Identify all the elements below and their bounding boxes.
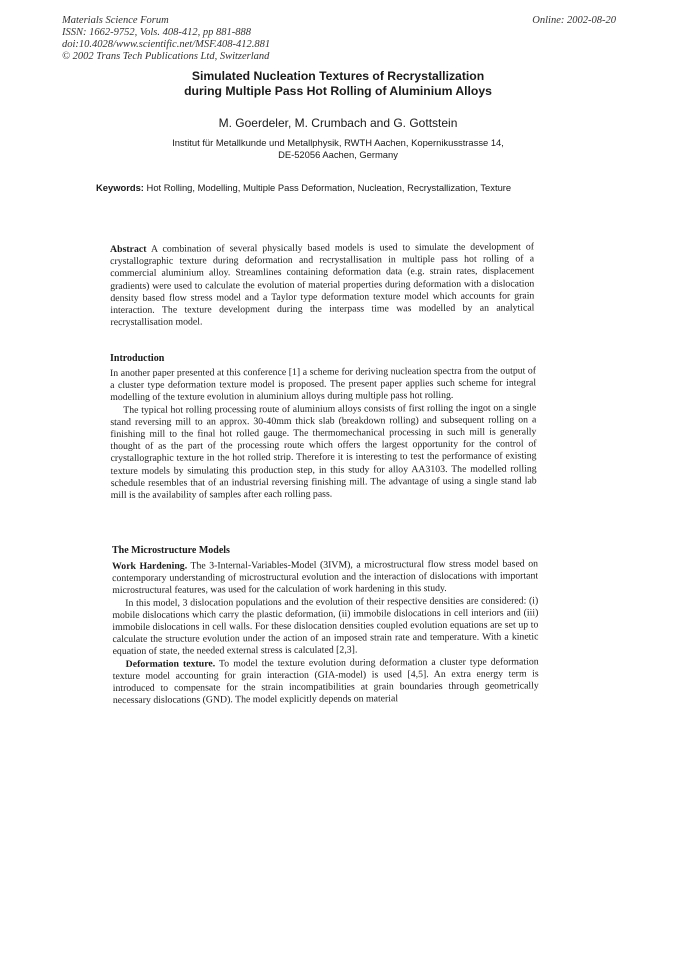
work-hardening-paragraph (112, 558, 538, 597)
work-hardening-text: The 3-Internal-Variables-Model (3IVM), a microstructural flow stress model based on contemporary understanding of microstructural evolution and the interaction of dislocations with important microstructural features, was used for the calculation of work hardening in this study. (112, 558, 539, 597)
paper-title (120, 69, 556, 99)
doi-line: doi:10.4028/www.scientific.net/MSF.408-412.881 (62, 39, 271, 50)
keywords-label: Keywords: (96, 182, 144, 193)
introduction-heading: Introduction (110, 353, 165, 364)
online-date: Online: 2002-08-20 (532, 15, 616, 26)
title-line-1: Simulated Nucleation Textures of Recrystallization (191, 69, 485, 83)
introduction-section (110, 365, 537, 502)
intro-paragraph-2: The typical hot rolling processing route of aluminium alloys consists of first rolling the ingot on a single stand reversing mill to an approx. 30-40mm thick slab (breakdown rolling) and subsequent rolling on a finishing mill to the final hot rolled gauge. The thermomechanical processing in such mill is generally thought of as the part of the processing route which offers the largest opportunity for the control of crystallographic texture in the hot rolled strip. Therefore it is interesting to test the performance of existing texture models by simulating this production step, in this study for alloy AA3103. The modelled rolling schedule resembles that of an industrial reversing finishing mill. The advantage of using a single stand lab mill is the availability of samples after each rolling pass. (110, 402, 537, 502)
intro-paragraph-1: In another paper presented at this conference [1] a scheme for deriving nucleation spectra from the output of a cluster type deformation texture model is proposed. The present paper applies such scheme for integral modelling of the texture evolution in aluminium alloys during multiple pass hot rolling. (110, 365, 537, 404)
journal-name: Materials Science Forum (62, 15, 169, 26)
abstract (110, 241, 535, 329)
deformation-texture-text: To model the texture evolution during deformation a cluster type deformation texture model accounting for grain interaction (GIA-model) is used [4,5]. An extra energy term is introduced to compensate for the strain incompatibilities at grain boundaries through geometrically necessary dislocations (GND). The model explicitly depends on material (112, 656, 539, 707)
author-list: M. Goerdeler, M. Crumbach and G. Gottstein (218, 116, 458, 130)
copyright-line: © 2002 Trans Tech Publications Ltd, Switzerland (62, 51, 270, 62)
abstract-label: Abstract (110, 243, 147, 255)
dislocation-paragraph: In this model, 3 dislocation populations and the evolution of their respective densities are considered: (i) mobile dislocations which carry the plastic deformation, (ii) immobile dislocations in cell interiors and (iii) immobile dislocations in cell walls. For these dislocation densities coupled evolution equations are set up to calculate the structure evolution under the action of an imposed strain rate and temperature. With a kinetic equation of state, the needed external stress is calculated [2,3]. (112, 595, 539, 658)
work-hardening-label: Work Hardening. (112, 560, 188, 572)
issn-line: ISSN: 1662-9752, Vols. 408-412, pp 881-888 (62, 27, 251, 38)
microstructure-heading: The Microstructure Models (112, 545, 230, 556)
keywords-text: Hot Rolling, Modelling, Multiple Pass Deformation, Nucleation, Recrystallization, Texture (143, 182, 512, 193)
title-line-2: during Multiple Pass Hot Rolling of Aluminium Alloys (184, 84, 492, 98)
affiliation (110, 137, 566, 161)
deformation-texture-label: Deformation texture. (125, 657, 216, 670)
microstructure-section (112, 558, 539, 707)
deformation-texture-paragraph (113, 656, 539, 707)
keywords (96, 181, 526, 194)
affiliation-line-2: DE-52056 Aachen, Germany (278, 149, 398, 160)
abstract-text: A combination of several physically based models is used to simulate the development of crystallographic texture during deformation and recrystallisation in multiple pass hot rolling of a commercial aluminium alloy. Streamlines containing deformation data (e.g. strain rates, displacement gradients) were used to calculate the evolution of material properties during deformation with a dislocation density based flow stress model and a Taylor type deformation texture model which accounts for grain interaction. The texture development during the interpass time was modelled by an analytical recrystallisation model. (110, 241, 535, 329)
affiliation-line-1: Institut für Metallkunde und Metallphysik, RWTH Aachen, Kopernikusstrasse 14, (172, 137, 504, 148)
journal-metadata (62, 15, 270, 63)
